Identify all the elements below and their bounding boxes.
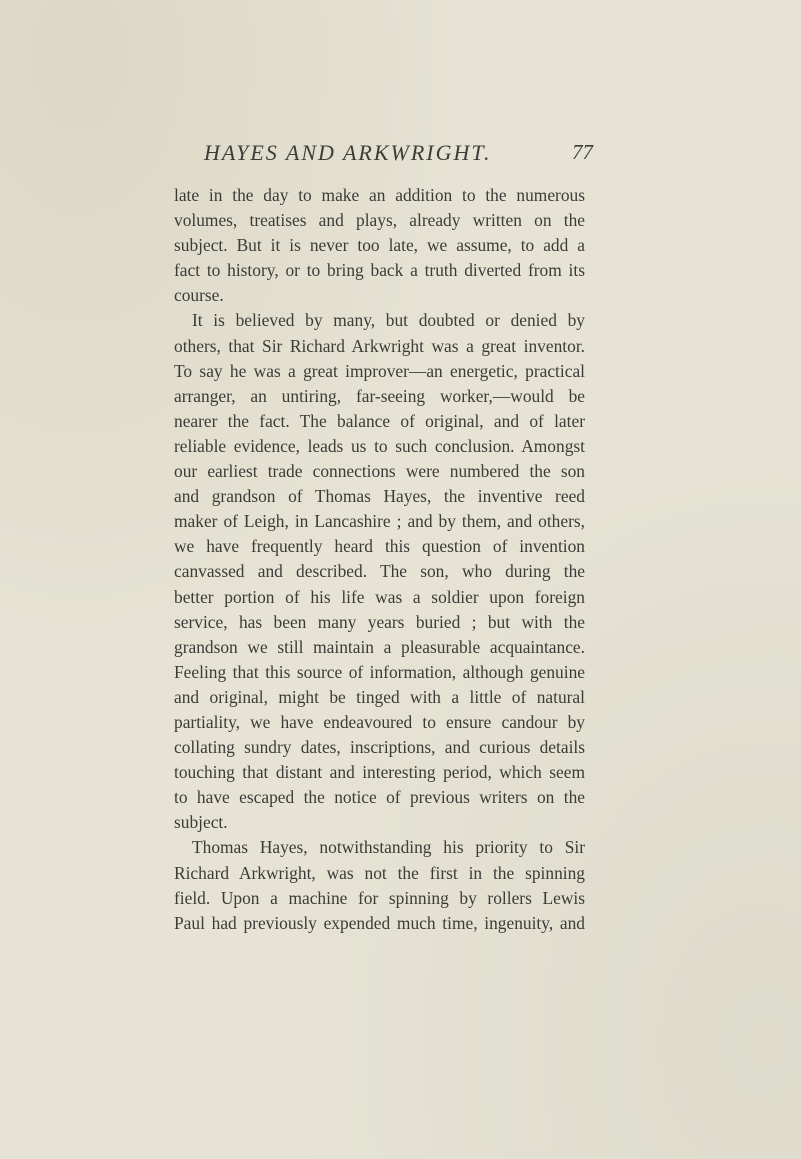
text-line: Paul had previously expended much time, ingenuity, and — [174, 912, 585, 933]
body-text — [174, 183, 585, 936]
text-line: course. — [174, 285, 224, 306]
text-line: volumes, treatises and plays, already written on the — [174, 210, 585, 231]
text-line: Richard Arkwright, was not the first in the spinning — [174, 862, 585, 883]
text-line: and original, might be tinged with a little of natural — [174, 686, 585, 707]
text-line: Feeling that this source of information, although genuine — [174, 661, 585, 682]
text-line: service, has been many years buried ; but with the — [174, 611, 585, 632]
text-line: nearer the fact. The balance of original, and of later — [174, 410, 585, 431]
text-line: others, that Sir Richard Arkwright was a great inventor. — [174, 335, 585, 356]
text-line: To say he was a great improver—an energetic, practical — [174, 360, 585, 381]
text-line: touching that distant and interesting period, which seem — [174, 762, 585, 783]
text-line: field. Upon a machine for spinning by rollers Lewis — [174, 887, 585, 908]
text-line: reliable evidence, leads us to such conclusion. Amongst — [174, 435, 585, 456]
text-line: Thomas Hayes, notwithstanding his priority to Sir — [192, 837, 585, 858]
running-title: HAYES AND ARKWRIGHT. — [204, 140, 492, 165]
text-line: maker of Leigh, in Lancashire ; and by them, and others, — [174, 511, 585, 532]
text-line: better portion of his life was a soldier upon foreign — [174, 586, 585, 607]
text-line: arranger, an untiring, far-seeing worker,—would be — [174, 385, 585, 406]
text-line: our earliest trade connections were numbered the son — [174, 461, 585, 482]
text-line: we have frequently heard this question of invention — [174, 536, 585, 557]
text-line: and grandson of Thomas Hayes, the inventive reed — [174, 486, 585, 507]
text-line: partiality, we have endeavoured to ensure candour by — [174, 711, 585, 732]
text-line: fact to history, or to bring back a truth diverted from its — [174, 260, 585, 281]
text-line: canvassed and described. The son, who during the — [174, 561, 585, 582]
text-line: to have escaped the notice of previous writers on the — [174, 787, 585, 808]
page-number: 77 — [572, 140, 593, 164]
text-line: subject. — [174, 812, 228, 833]
running-head — [0, 140, 801, 170]
text-line: collating sundry dates, inscriptions, and curious details — [174, 737, 585, 758]
text-line: grandson we still maintain a pleasurable acquaintance. — [174, 636, 585, 657]
text-line: subject. But it is never too late, we assume, to add a — [174, 235, 585, 256]
text-line: late in the day to make an addition to the numerous — [174, 185, 585, 205]
text-line: It is believed by many, but doubted or denied by — [192, 310, 585, 331]
